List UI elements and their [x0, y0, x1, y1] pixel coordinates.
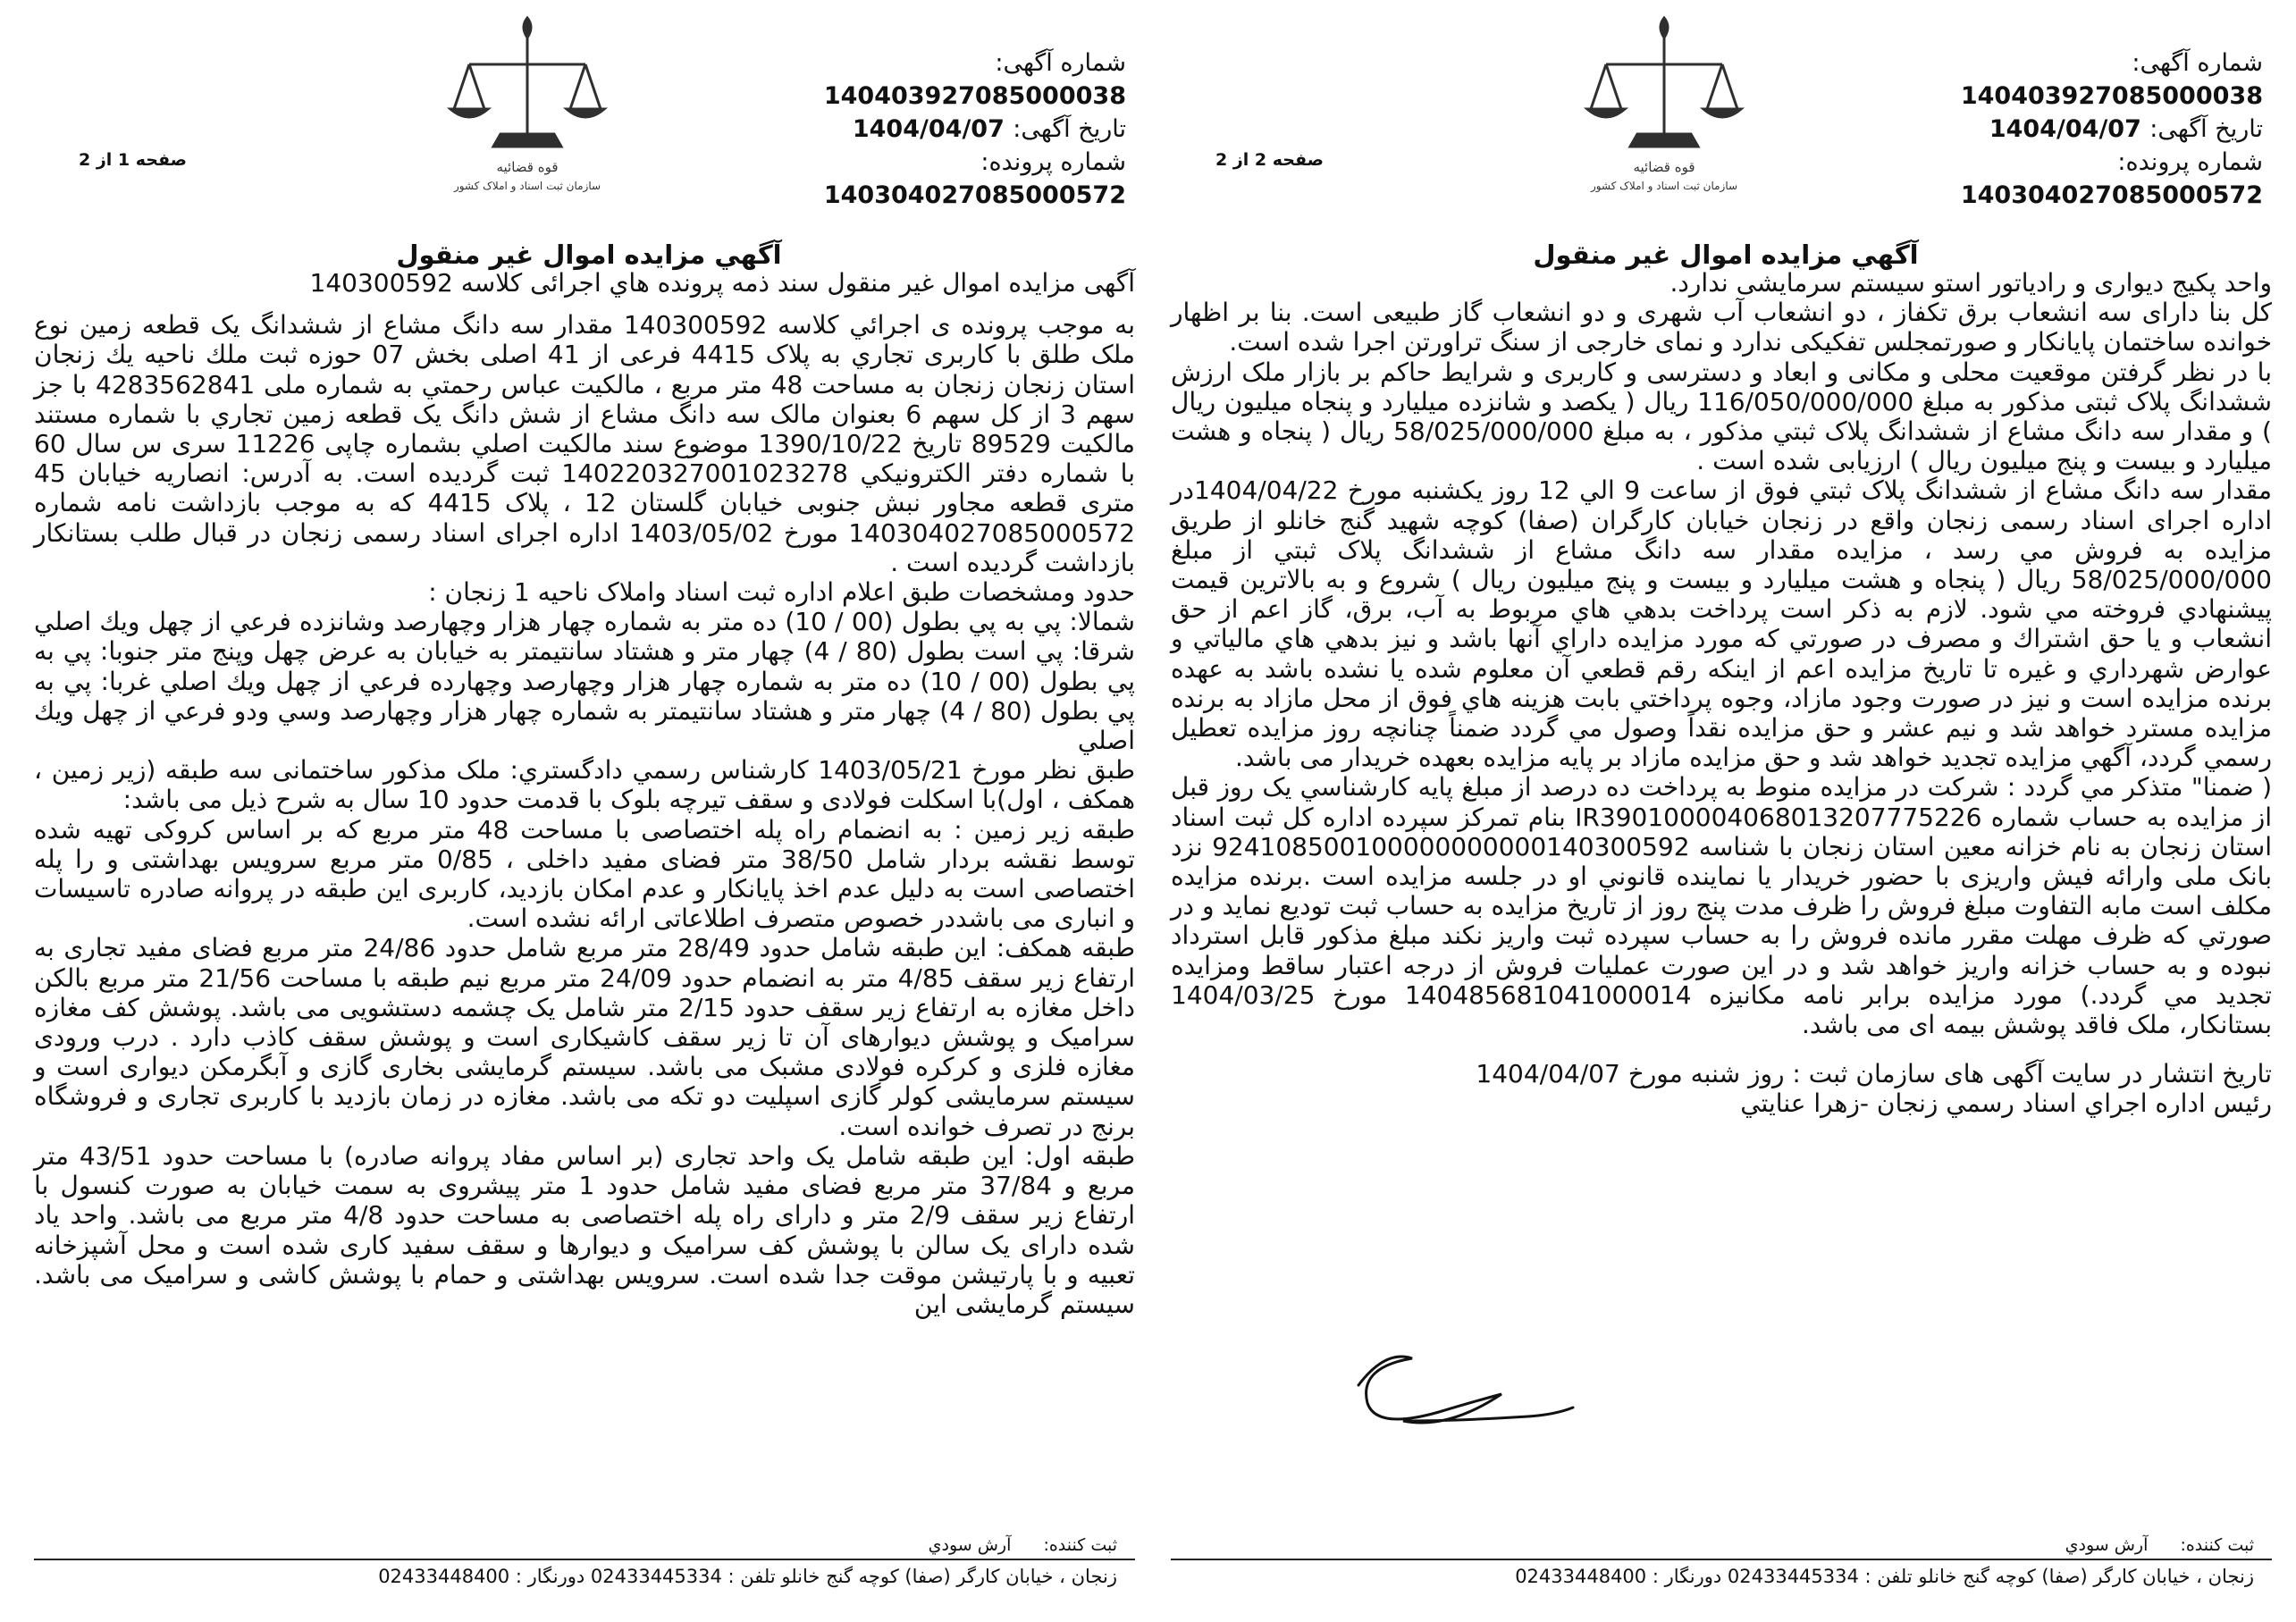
- case-number-label: شماره پرونده:: [2117, 148, 2263, 176]
- page-one: [25, 0, 1153, 1622]
- paragraph: طبق نظر مورخ 1403/05/21 کارشناس رسمي دادگستري: ملک مذکور ساختمانی سه طبقه (زیر زمین ، همکف ، اول)با اسکلت فولادی و سقف تیرچه بلوک با قدمت حدود 10 سال به شرح ذیل می باشد:: [34, 755, 1135, 815]
- footer-divider: [1171, 1559, 2272, 1560]
- header-meta: [697, 46, 1126, 212]
- page-two: [1162, 0, 2290, 1622]
- paragraph: طبقه اول: این طبقه شامل یک واحد تجاری (بر اساس مفاد پروانه صادره) با مساحت حدود 43/51 متر مربع و 37/84 متر مربع فضای مفید شامل حدود 1 متر پیشروی به سمت خیابان به صورت کنسول با ارتفاع زیر سقف 2/9 متر و دارای راه پله اختصاصی به مساحت حدود 4/8 متر مربع می باشد. واحد یاد شده دارای یک سالن با پوشش کف سرامیک و دیوارها و سقف سفید کاری شده است و محل آشپزخانه تعبیه و با پارتیشن موقت جدا شده است. سرویس بهداشتی و حمام با پوشش کاشی و سرامیک می باشد. سیستم گرمایشی این: [34, 1140, 1136, 1319]
- registrar-name: آرش سودي: [928, 1535, 1012, 1555]
- notice-body: [34, 268, 1135, 1319]
- notice-body: [1171, 268, 2272, 1119]
- case-number: 140304027085000572: [1960, 181, 2263, 209]
- ad-date: 1404/04/07: [852, 115, 1005, 143]
- emblem-caption: قوه قضائیه: [496, 159, 559, 175]
- ad-date-label: تاریخ آگهی:: [1013, 115, 1126, 143]
- registrar: [929, 1535, 1117, 1555]
- ad-date-label: تاریخ آگهی:: [2149, 115, 2263, 143]
- ad-number: 140403927085000038: [1960, 82, 2263, 110]
- emblem-subcaption: سازمان ثبت اسناد و املاک کشور: [1590, 180, 1738, 192]
- paragraph: شمالا: پي به پي بطول (00 / 10) ده متر به شماره چهار هزار وچهارصد وشانزده فرعي از چهل ويك اصلي شرقا: پي است بطول (80 / 4) چهار متر و هشتاد سانتيمتر به خيابان به عرض چهل وپنج متر جنوبا: پي به پي بطول (00 / 10) ده متر به شماره چهار هزار وچهارصد وچهارده فرعي از چهل ويك اصلي غربا: پي به پي بطول (80 / 4) چهار متر و هشتاد سانتيمتر به شماره چهار هزار وچهارصد وسي ودو فرعي از چهل ويك اصلي: [34, 607, 1136, 756]
- registrar-label: ثبت کننده:: [2180, 1535, 2254, 1555]
- ad-number-label: شماره آگهی:: [995, 49, 1126, 77]
- judiciary-emblem-icon: [1566, 9, 1762, 197]
- paragraph: با در نظر گرفتن موقعیت محلی و مکانی و ابعاد و دسترسی و کاربری و شرایط حاکم بر بازار ملک ارزش ششدانگ پلاک ثبتی مذکور به مبلغ 116/050/000/000 ریال ( یکصد و شانزده میلیارد و پنجاه میلیون ریال ) و مقدار سه دانگ مشاع از ششدانگ پلاک ثبتي مذکور ، به مبلغ 58/025/000/000 ریال ( پنجاه و هشت میلیارد و بیست و پنج میلیون ریال ) ارزیابی شده است .: [1171, 357, 2273, 476]
- header-meta: [1834, 46, 2263, 212]
- registrar-label: ثبت کننده:: [1043, 1535, 1117, 1555]
- notice-title: آگهي مزايده اموال غير منقول: [396, 240, 782, 270]
- paragraph: طبقه همکف: این طبقه شامل حدود 28/49 متر مربع شامل حدود 24/86 متر مربع فضای مفید تجاری به ارتفاع زیر سقف 4/85 متر به انضمام حدود 24/09 متر مربع نیم طبقه با مساحت 21/56 متر مربع بالکن داخل مغازه به ارتفاع زیر سقف حدود 2/15 متر شامل یک چشمه دستشویی می باشد. پوشش کف مغازه سرامیک و پوشش دیوارهای آن تا زیر سقف کاشیکاری است و پوشش سقف کاذب دارد . درب ورودی مغازه فلزی و کرکره فولادی مشبک می باشد. سیستم گرمایشی بخاری گازی و آبگرمکن دیواری است و سیستم سرمایشی کولر گازی اسپلیت دو تکه می باشد. مغازه در زمان بازدید با کاربری تجاری و فروشگاه برنج در تصرف خوانده است.: [34, 933, 1136, 1141]
- ad-date: 1404/04/07: [1989, 115, 2141, 143]
- footer-divider: [34, 1559, 1135, 1560]
- emblem-subcaption: سازمان ثبت اسناد و املاک کشور: [453, 180, 601, 192]
- paragraph: کل بنا دارای سه انشعاب برق تکفاز ، دو انشعاب آب شهری و دو انشعاب گاز طبیعی است. بنا بر اظهار خوانده ساختمان پایانکار و صورتمجلس تفکیکی ندارد و نمای خارجی از سنگ تراورتن اجرا شده است.: [1171, 298, 2272, 357]
- paragraph: به موجب پرونده ی اجرائي کلاسه 140300592 مقدار سه دانگ مشاع از ششدانگ یک قطعه زمین نوع ملک طلق با کاربری تجاري به پلاک 4415 فرعی از 41 اصلی بخش 07 حوزه ثبت ملك ناحيه يك زنجان استان زنجان زنجان به مساحت 48 متر مربع ، مالکیت عباس رحمتي به شماره ملی 4283562841 با جز سهم 3 از کل سهم 6 بعنوان مالک سه دانگ مشاع از شش دانگ یک قطعه زمین تجاري با شماره مستند مالکیت 89529 تاریخ 1390/10/22 موضوع سند مالکیت اصلي بشماره چاپی 11226 سری س سال 60 با شماره دفتر الكترونيكي 140220327001023278 ثبت گردیده است. به آدرس: انصاریه خیابان 45 متری قطعه مجاور نبش جنوبی خیابان گلستان 12 ، پلاک 4415 که به موجب بازداشت نامه شماره 140304027085000572 مورخ 1403/05/02 اداره اجرای اسناد رسمی زنجان در قبال طلب بستانکار بازداشت گرديده است .: [34, 310, 1136, 577]
- ad-number-label: شماره آگهی:: [2132, 49, 2263, 77]
- case-number-label: شماره پرونده:: [980, 148, 1126, 176]
- page-number: صفحه 2 از 2: [1215, 150, 1325, 170]
- emblem-caption: قوه قضائیه: [1633, 159, 1695, 175]
- ad-number: 140403927085000038: [823, 82, 1126, 110]
- paragraph: واحد پکیج دیواری و رادیاتور استو سیستم سرمایشی ندارد.: [1669, 268, 2272, 298]
- publish-line: تاریخ انتشار در سایت آگهی های سازمان ثبت : روز شنبه مورخ 1404/04/07: [1476, 1059, 2272, 1089]
- paragraph: آگهی مزایده اموال غیر منقول سند ذمه پرونده هاي اجرائی کلاسه 140300592: [309, 268, 1135, 298]
- paragraph: ( ضمنا" متذکر مي گردد : شرکت در مزايده منوط به پرداخت ده درصد از مبلغ پايه کارشناسي يک روز قبل از مزايده به حساب شماره IR390100004068013207775226 بنام تمرکز سپرده اداره کل ثبت اسناد استان زنجان به نام خزانه معين استان زنجان با شناسه 924108500100000000000140300592 نزد بانک ملی وارائه فیش واریزی با حضور خريدار يا نماينده قانوني او در جلسه مزايده است .برنده مزايده مکلف است مابه التفاوت مبلغ فروش را ظرف مدت پنج روز از تاريخ مزايده به حساب ثبت توديع نمايد و در صورتي که ظرف مهلت مقرر مانده فروش را به حساب سپرده ثبت واريز نکند مبلغ مذکور قابل استرداد نبوده و به حساب خزانه واريز خواهد شد و در اين صورت عمليات فروش از درجه اعتبار ساقط ومزايده تجديد مي گردد.) مورد مزايده برابر نامه مکانيزه 140485681041000014 مورخ 1404/03/25 بستانکار، ملک فاقد پوشش بیمه ای می باشد.: [1171, 772, 2273, 1040]
- footer-address: زنجان ، خیابان کارگر (صفا) کوچه گنج خانلو تلفن : 02433445334 دورنگار : 02433448400: [1515, 1566, 2254, 1587]
- signer-line: رئيس اداره اجراي اسناد رسمي زنجان -زهرا عنايتي: [1740, 1088, 2272, 1119]
- footer-address: زنجان ، خیابان کارگر (صفا) کوچه گنج خانلو تلفن : 02433445334 دورنگار : 02433448400: [378, 1566, 1117, 1587]
- case-number: 140304027085000572: [823, 181, 1126, 209]
- judiciary-emblem-icon: [429, 9, 626, 197]
- signature-icon: [1296, 1332, 1636, 1448]
- registrar: [2065, 1535, 2254, 1555]
- paragraph: طبقه زیر زمین : به انضمام راه پله اختصاصی با مساحت 48 متر مربع که بر اساس کروکی تهیه شده توسط نقشه بردار شامل 38/50 متر فضای مفید داخلی ، 0/85 متر مربع سرویس بهداشتی و را پله اختصاصی است به دلیل عدم اخذ پایانکار و عدم امکان بازدید، کاربری این طبقه در پروانه صادره تاسیسات و انباری می باشددر خصوص متصرف اطلاعاتی ارائه نشده است.: [34, 814, 1135, 934]
- notice-title: آگهي مزايده اموال غير منقول: [1533, 240, 1919, 270]
- page-number: صفحه 1 از 2: [79, 150, 188, 170]
- paragraph: مقدار سه دانگ مشاع از ششدانگ پلاک ثبتي فوق از ساعت 9 الي 12 روز یکشنبه مورخ 1404/04/22در اداره اجرای اسناد رسمی زنجان واقع در زنجان خیابان کارگران (صفا) کوچه شهید گنج خانلو از طریق مزایده به فروش مي رسد ، مزايده مقدار سه دانگ مشاع از ششدانگ پلاک ثبتي از مبلغ 58/025/000/000 ریال ( پنجاه و هشت میلیارد و بیست و پنج میلیون ریال ) شروع و به بالاترين قيمت پيشنهادي فروخته مي شود. لازم به ذکر است پرداخت بدهي هاي مربوط به آب، برق، گاز اعم از حق انشعاب و يا حق اشتراك و مصرف در صورتي كه مورد مزايده داراي آنها باشد و نيز بدهي هاي مالياتي و عوارض شهرداري و غيره تا تاريخ مزايده اعم از اينكه رقم قطعي آن معلوم شده يا نشده باشد به عهده برنده مزايده است و نيز در صورت وجود مازاد، وجوه پرداختي بابت هزينه هاي فوق از محل مازاد به برنده مزايده مسترد خواهد شد و نيم عشر و حق مزايده نقداً وصول مي گردد ضمناً چنانچه روز مزايده تعطيل رسمي گردد، آگهي مزايده تجديد خواهد شد و حق مزايده مازاد بر پايه مزايده بعهده خريدار می باشد.: [1171, 475, 2272, 773]
- paragraph: حدود ومشخصات طبق اعلام اداره ثبت اسناد واملاک ناحيه 1 زنجان :: [428, 577, 1135, 608]
- registrar-name: آرش سودي: [2065, 1535, 2149, 1555]
